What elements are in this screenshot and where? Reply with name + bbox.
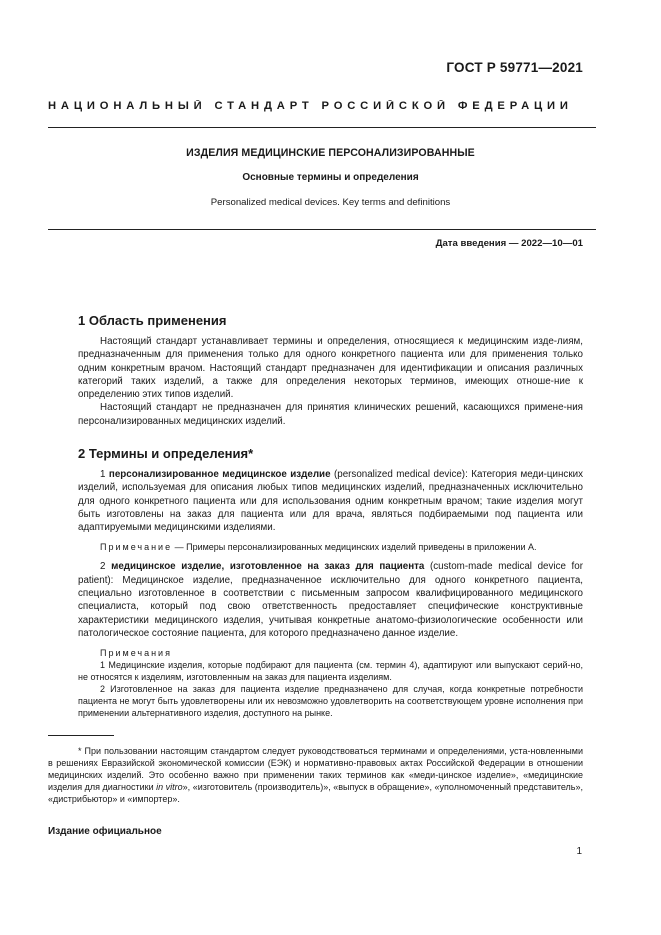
page-number: 1 — [576, 846, 582, 857]
section-1-body — [78, 335, 583, 428]
section-1-paragraph-1: Настоящий стандарт устанавливает термины и определения, относящиеся к медицинским изде-лиям, предназначенным для применения только для одного конкретного пациента или для применения только одним конкретным врачом. Настоящий стандарт предназначен для идентификации и описания различных категорий таких изделий, а также для определения некоторых терминов, имеющих отноше-ние к определению этих типов изделий. — [78, 336, 583, 401]
document-title: ИЗДЕЛИЯ МЕДИЦИНСКИЕ ПЕРСОНАЛИЗИРОВАННЫЕ — [186, 147, 475, 159]
note-label: Примечание — [100, 542, 173, 553]
term-1-name: персонализированное медицинское изделие — [108, 469, 331, 480]
section-1-paragraph-2: Настоящий стандарт не предназначен для принятия клинических решений, касающихся примене-ния персонализированных медицинских изделий. — [78, 402, 583, 427]
term-2-number: 2 — [100, 561, 106, 573]
term-1-definition: (personalized medical device): Категория меди-цинских изделий, используемая для описания любых типов медицинских изделий, предназначенных исключительно для одного конкретного пациента или для использования одним конкретным врачом; такие изделия могут быть изготовлены на заказ для пациента или для врача, являться подбираемыми под пациента или адаптируемыми медицинскими изделиями. — [78, 469, 583, 534]
document-subtitle: Основные термины и определения — [242, 172, 419, 183]
footnote-italic: in vitro — [156, 782, 183, 793]
notes-label: Примечания — [100, 648, 172, 659]
footnote-divider — [48, 735, 114, 736]
gost-number: ГОСТ Р 59771—2021 — [446, 60, 583, 75]
footnote: * При пользовании настоящим стандартом следует руководствоваться терминами и определениями, уста-новленными в решениях Евразийской экономической комиссии (ЕЭК) и нормативно-правовых актах Российской Федерации в отношении медицинских изделий. Это особенно важно при применении таких терминов как «меди-цинское изделие», «медицинские изделия для диагностики in vitro», «изготовитель (производитель)», «выпуск в обращение», «уполномоченный представитель», «дистрибьютор» и «импортер». — [48, 746, 583, 805]
term-1-number: 1 — [100, 469, 106, 480]
section-2-body — [78, 468, 583, 719]
title-divider — [48, 229, 596, 230]
official-edition-label: Издание официальное — [48, 826, 162, 837]
term-2 — [78, 560, 583, 640]
national-standard-banner: НАЦИОНАЛЬНЫЙ СТАНДАРТ РОССИЙСКОЙ ФЕДЕРАЦИИ — [48, 100, 573, 112]
note-text: — Примеры персонализированных медицинских изделий приведены в приложении А. — [172, 542, 537, 553]
section-1-heading: 1 Область применения — [78, 313, 227, 328]
term-1 — [78, 468, 583, 534]
term-2-note-2: 2 Изготовленное на заказ для пациента изделие предназначено для случая, когда конкретные потребности пациента не могут быть удовлетворены или их невозможно удовлетворить на соответствующем уровне исполнения при применении альтернативного изделия, доступного на рынке. — [78, 684, 583, 719]
section-2-heading: 2 Термины и определения* — [78, 446, 254, 461]
term-2-note-1: 1 Медицинские изделия, которые подбирают для пациента (см. термин 4), адаптируют или выпускают серий-но, не относятся к изделиям, изготовленным на заказ для пациента изделиям. — [78, 660, 583, 683]
top-divider — [48, 127, 596, 128]
introduction-date: Дата введения — 2022—10—01 — [435, 238, 583, 249]
term-1-note — [78, 541, 583, 553]
english-title: Personalized medical devices. Key terms and definitions — [210, 197, 451, 208]
term-2-definition: (custom-made medical device for patient): Медицинское изделие, предназначенное исключительно для одного конкретного пациента, специально изготовленное в соответствии с письменным запросом квалифицированного медицинского специалиста, который под свою ответственность предоставляет специфические конструктивные характеристики медицинского изделия, учитывая конкретные анатомо-физиологические особенности или патологическое состояние пациента, для которого предназначено данное изделие. — [78, 561, 583, 639]
term-2-name: медицинское изделие, изготовленное на заказ для пациента — [111, 561, 425, 573]
